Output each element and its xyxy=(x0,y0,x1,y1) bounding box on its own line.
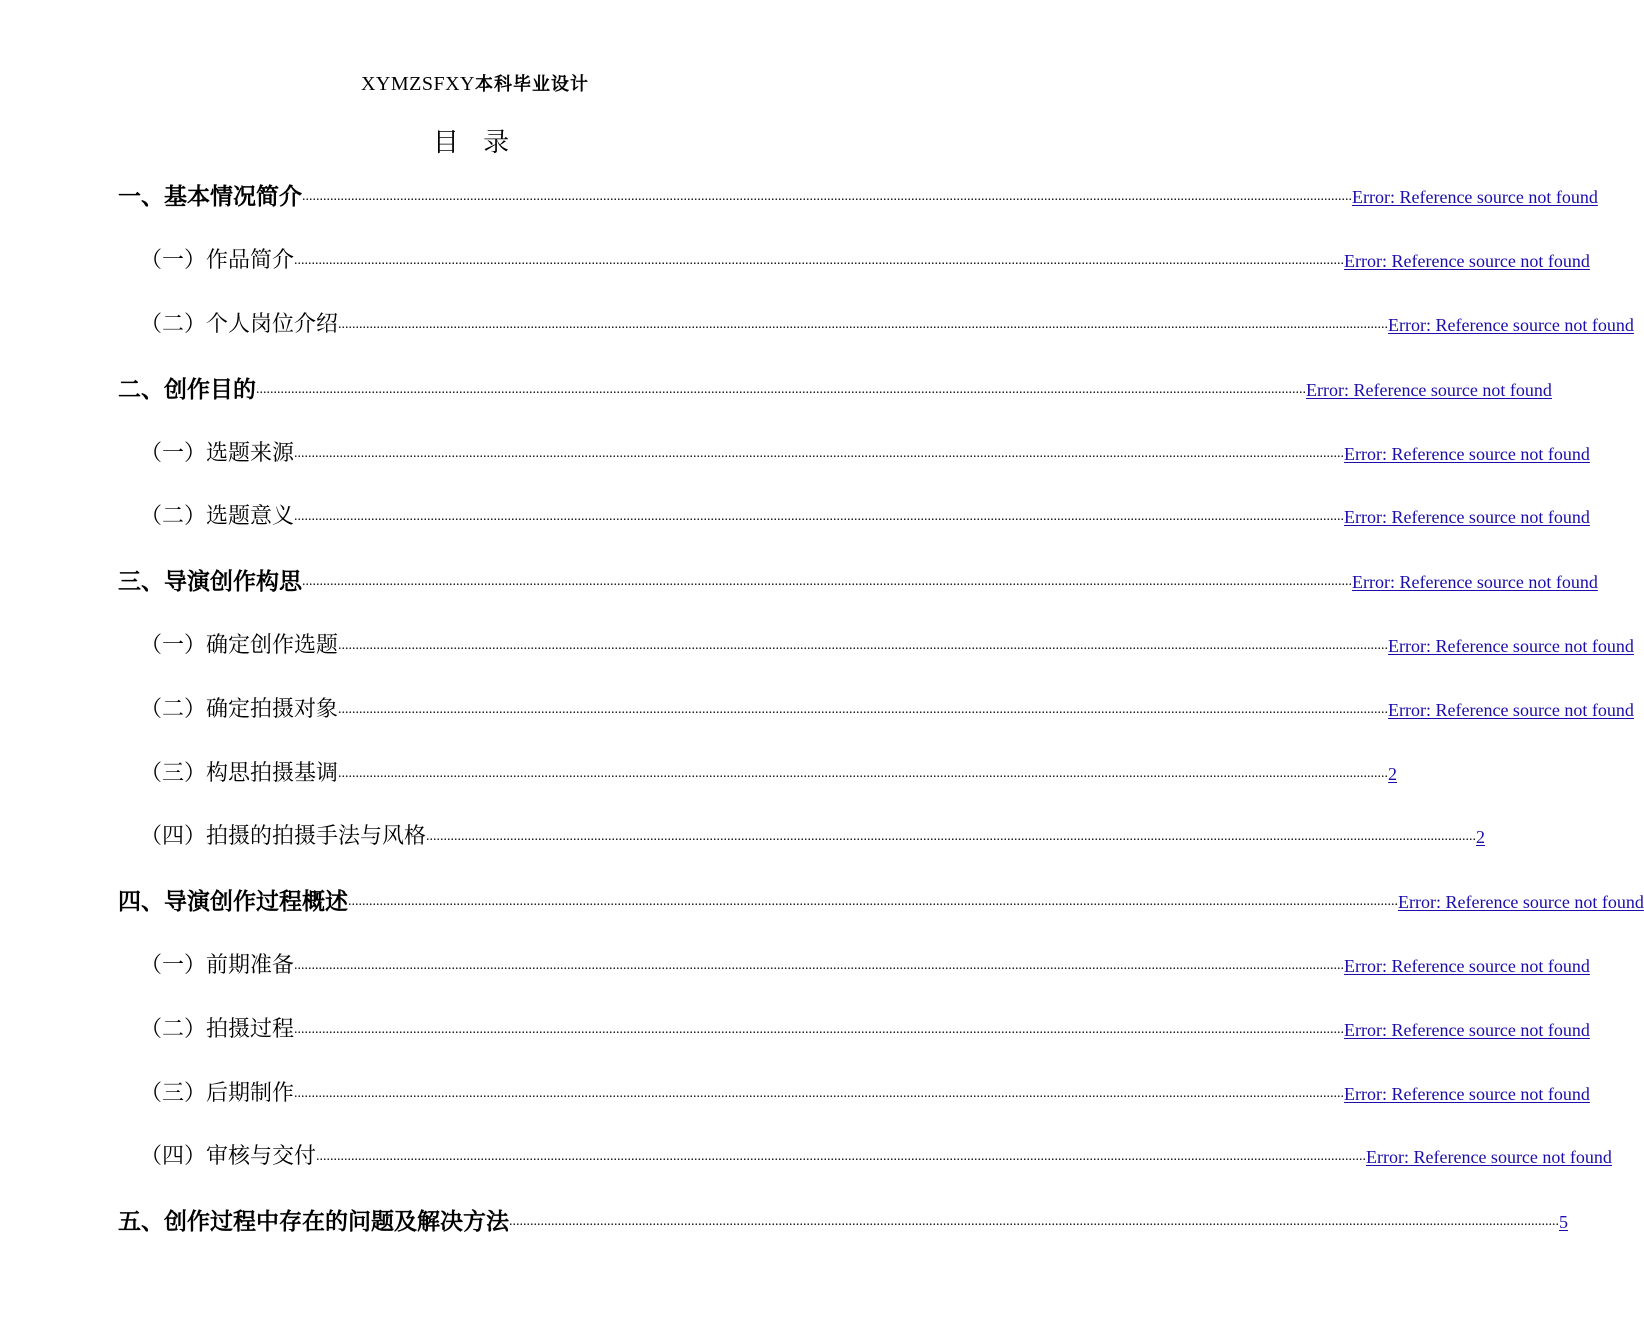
toc-page-link[interactable]: Error: Reference source not found xyxy=(1388,636,1634,656)
toc-page-link[interactable]: Error: Reference source not found xyxy=(1388,700,1634,720)
toc-page-link[interactable]: Error: Reference source not found xyxy=(1344,251,1590,271)
toc-entry-label: （一）前期准备 xyxy=(140,953,295,978)
page-header xyxy=(0,70,950,96)
toc-entry-label: （三）后期制作 xyxy=(140,1081,295,1106)
toc-dot-leader: ............................................................................................................................................................................................................................................................................................................ xyxy=(338,638,1389,653)
toc-entry-label: （二）拍摄过程 xyxy=(140,1017,295,1042)
toc-dot-leader: ............................................................................................................................................................................................................................................................................................................ xyxy=(294,1086,1345,1101)
toc-entry-label: （三）构思拍摄基调 xyxy=(140,761,339,786)
toc-entry[interactable] xyxy=(140,1132,1612,1172)
toc-page-link[interactable]: 2 xyxy=(1476,827,1486,847)
toc-page-link[interactable]: Error: Reference source not found xyxy=(1366,1147,1612,1167)
toc-dot-leader: ............................................................................................................................................................................................................................................................................................................ xyxy=(294,958,1345,973)
toc-entry[interactable] xyxy=(140,621,1634,661)
toc-entry[interactable] xyxy=(140,1069,1590,1109)
toc-dot-leader: ............................................................................................................................................................................................................................................................................................................ xyxy=(294,509,1345,524)
toc-entry[interactable] xyxy=(140,236,1590,276)
toc-entry[interactable] xyxy=(118,557,1598,597)
header-title: 本科毕业设计 xyxy=(475,74,590,95)
toc-entry-label: （二）个人岗位介绍 xyxy=(140,312,339,337)
toc-entry-label: （一）确定创作选题 xyxy=(140,633,339,658)
toc-dot-leader: ............................................................................................................................................................................................................................................................................................................ xyxy=(338,317,1389,332)
toc-page-link[interactable]: Error: Reference source not found xyxy=(1344,1084,1590,1104)
toc-entry-label: （四）审核与交付 xyxy=(140,1144,317,1169)
toc-page-link[interactable]: Error: Reference source not found xyxy=(1352,187,1598,207)
toc-entry[interactable] xyxy=(140,429,1590,469)
toc-entry-label: （二）选题意义 xyxy=(140,504,295,529)
toc-entry[interactable] xyxy=(140,1005,1590,1045)
toc-entry[interactable] xyxy=(118,365,1552,405)
toc-dot-leader: ............................................................................................................................................................................................................................................................................................................ xyxy=(256,382,1306,397)
toc-entry-label: 三、导演创作构思 xyxy=(118,569,302,595)
toc-entry[interactable] xyxy=(140,685,1634,725)
toc-entry-label: 一、基本情况简介 xyxy=(118,184,302,210)
toc-page-link[interactable]: Error: Reference source not found xyxy=(1344,507,1590,527)
toc-dot-leader: ............................................................................................................................................................................................................................................................................................................ xyxy=(302,574,1352,589)
toc-dot-leader: ............................................................................................................................................................................................................................................................................................................ xyxy=(338,766,1389,781)
toc-entry[interactable] xyxy=(140,300,1634,340)
header-latin: XYMZSFXY xyxy=(360,73,476,95)
toc-title: 目 录 xyxy=(432,128,518,158)
toc-entry[interactable] xyxy=(118,172,1598,212)
toc-entry-label: （一）作品简介 xyxy=(140,248,295,273)
toc-dot-leader: ............................................................................................................................................................................................................................................................................................................ xyxy=(294,253,1345,268)
toc-page-link[interactable]: Error: Reference source not found xyxy=(1398,892,1644,912)
toc-entry-label: （四）拍摄的拍摄手法与风格 xyxy=(140,824,427,849)
toc-entry-label: （二）确定拍摄对象 xyxy=(140,697,339,722)
toc-entry[interactable] xyxy=(140,941,1590,981)
toc-dot-leader: ............................................................................................................................................................................................................................................................................................................ xyxy=(348,894,1398,909)
toc-entry[interactable] xyxy=(140,492,1590,532)
toc-page-link[interactable]: Error: Reference source not found xyxy=(1352,572,1598,592)
toc-dot-leader: ............................................................................................................................................................................................................................................................................................................ xyxy=(338,702,1389,717)
toc-page-link[interactable]: Error: Reference source not found xyxy=(1344,956,1590,976)
toc-entry[interactable] xyxy=(118,1197,1568,1237)
toc-page-link[interactable]: Error: Reference source not found xyxy=(1344,1020,1590,1040)
toc-dot-leader: ............................................................................................................................................................................................................................................................................................................ xyxy=(294,1022,1345,1037)
toc-page-link[interactable]: Error: Reference source not found xyxy=(1306,380,1552,400)
toc-entry[interactable] xyxy=(140,812,1486,852)
toc-dot-leader: ............................................................................................................................................................................................................................................................................................................ xyxy=(316,1149,1367,1164)
toc-page-link[interactable]: Error: Reference source not found xyxy=(1344,444,1590,464)
toc-entry-label: 二、创作目的 xyxy=(118,377,256,403)
toc-dot-leader: ............................................................................................................................................................................................................................................................................................................ xyxy=(426,829,1477,844)
toc-entry-label: （一）选题来源 xyxy=(140,441,295,466)
toc-entry-label: 四、导演创作过程概述 xyxy=(118,889,348,915)
toc-entry[interactable] xyxy=(140,749,1398,789)
toc-dot-leader: ............................................................................................................................................................................................................................................................................................................ xyxy=(302,189,1352,204)
toc-page-link[interactable]: 2 xyxy=(1388,764,1398,784)
toc-dot-leader: ............................................................................................................................................................................................................................................................................................................ xyxy=(294,446,1345,461)
toc-dot-leader: ............................................................................................................................................................................................................................................................................................................ xyxy=(509,1214,1559,1229)
toc-entry[interactable] xyxy=(118,877,1644,917)
toc-page-link[interactable]: Error: Reference source not found xyxy=(1388,315,1634,335)
toc-entry-label: 五、创作过程中存在的问题及解决方法 xyxy=(118,1209,509,1235)
toc-page-link[interactable]: 5 xyxy=(1559,1212,1568,1232)
